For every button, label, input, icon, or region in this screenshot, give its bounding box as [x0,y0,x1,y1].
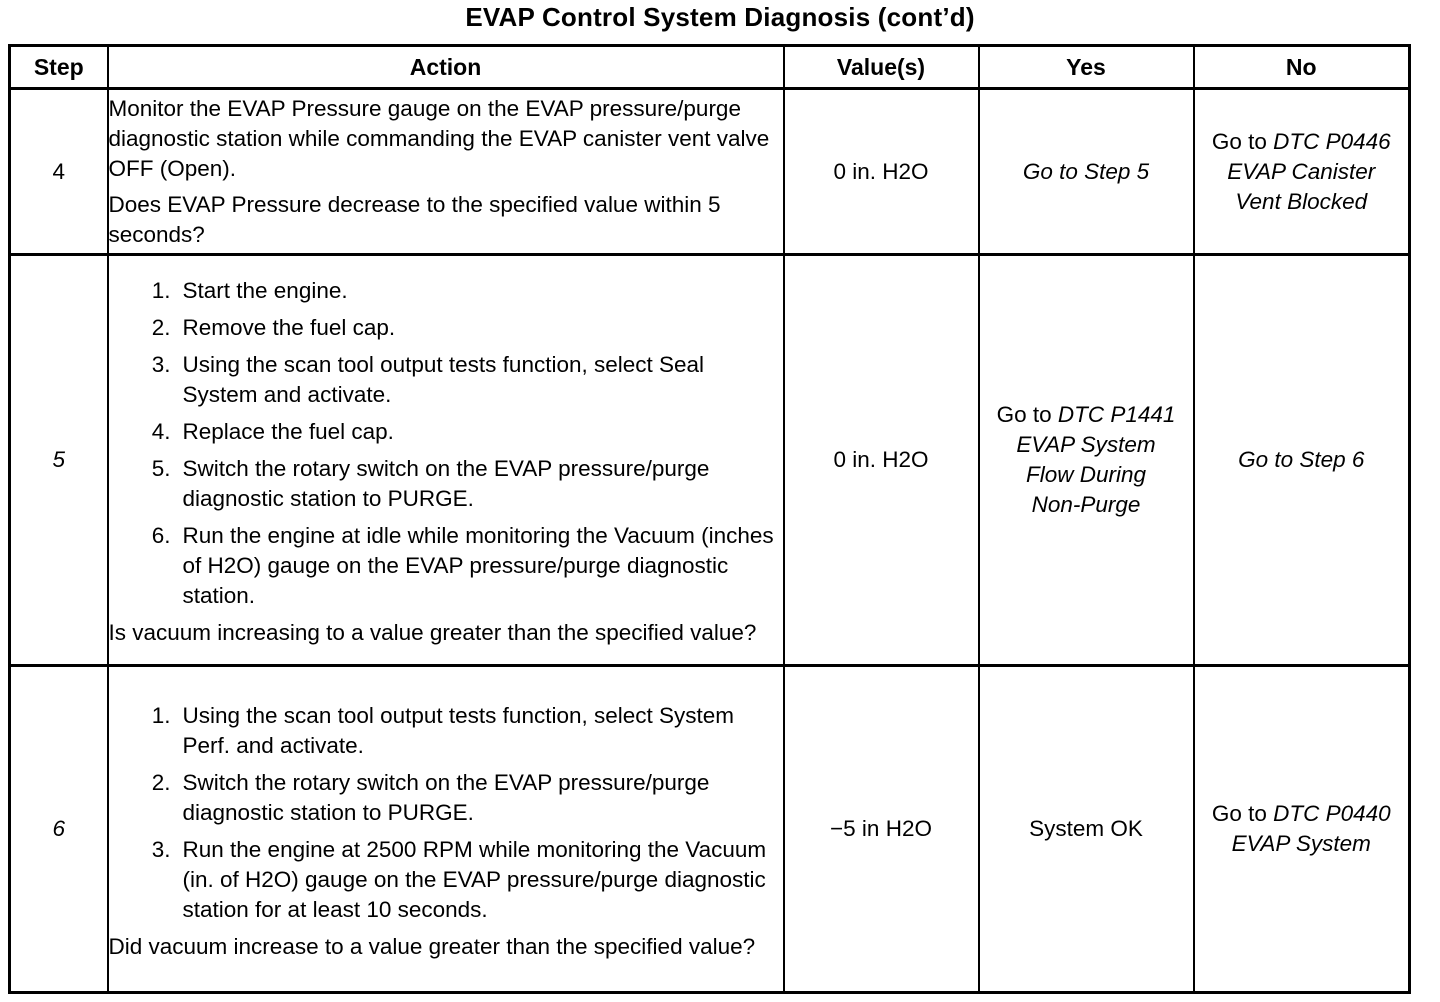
action-steps-list [109,701,783,925]
item-text: Using the scan tool output tests function, select System Perf. and activate. [182,702,735,758]
no-prefix: Go to [1211,801,1267,827]
no-line: EVAP System [1231,831,1371,857]
no-cell [1194,666,1410,993]
item-text: Using the scan tool output tests function, select Seal System and activate. [182,352,705,408]
step-cell [10,89,108,255]
yes-ref: DTC P1441 [1057,402,1176,428]
item-number: 2. [151,315,171,341]
action-cell [108,255,784,666]
step-number: 6 [52,816,65,842]
list-item [109,768,783,828]
header-values: Value(s) [784,46,979,89]
item-text: Remove the fuel cap. [182,315,396,341]
header-step: Step [10,46,108,89]
no-line: EVAP Canister [1227,158,1376,184]
step-number: 4 [52,158,65,184]
action-steps-list [109,276,783,611]
value-cell: 0 in. H2O [784,255,979,666]
list-item [109,454,783,514]
list-item [109,835,783,925]
no-text: Go to Step 6 [1238,447,1365,473]
list-item [109,313,783,343]
item-text: Switch the rotary switch on the EVAP pressure/purge diagnostic station to PURGE. [182,769,710,825]
list-item [109,701,783,761]
item-text: Replace the fuel cap. [182,419,394,445]
list-item [109,350,783,410]
no-cell [1194,255,1410,666]
step-cell [10,666,108,993]
item-text: Start the engine. [182,278,348,304]
value-cell: 0 in. H2O [784,89,979,255]
item-number: 1. [151,278,171,304]
item-text: Switch the rotary switch on the EVAP pressure/purge diagnostic station to PURGE. [182,456,710,512]
yes-text: System OK [1029,816,1143,842]
yes-cell [979,89,1194,255]
no-ref: DTC P0440 [1273,801,1391,827]
step-number: 5 [52,447,65,473]
table-row-step-4 [10,89,1410,255]
no-ref: DTC P0446 [1273,128,1391,154]
header-yes: Yes [979,46,1194,89]
item-number: 5. [151,456,171,482]
action-question: Does EVAP Pressure decrease to the specified value within 5 seconds? [108,191,721,247]
yes-link [980,400,1193,430]
action-question: Is vacuum increasing to a value greater than the specified value? [108,620,757,646]
yes-cell [979,666,1194,993]
diagnosis-table [8,44,1411,994]
table-row-step-6 [10,666,1410,993]
yes-line: Flow During [1025,462,1147,488]
action-text: Monitor the EVAP Pressure gauge on the EVAP pressure/purge diagnostic station while commanding the EVAP canister vent valve OFF (Open). [108,95,770,181]
yes-line: EVAP System [1016,432,1156,458]
step-cell [10,255,108,666]
list-item [109,417,783,447]
header-no: No [1194,46,1410,89]
item-number: 4. [151,419,171,445]
list-item [109,276,783,306]
header-row [10,46,1410,89]
action-question: Did vacuum increase to a value greater than the specified value? [108,933,756,959]
no-cell [1194,89,1410,255]
item-number: 1. [151,702,171,728]
header-action: Action [108,46,784,89]
item-number: 3. [151,352,171,378]
action-cell [108,89,784,255]
no-link [1195,127,1409,157]
item-text: Run the engine at 2500 RPM while monitoring the Vacuum (in. of H2O) gauge on the EVAP pressure/purge diagnostic station for at least 10 seconds. [182,836,767,922]
no-prefix: Go to [1211,128,1267,154]
yes-line: Non-Purge [1031,492,1141,518]
item-text: Run the engine at idle while monitoring the Vacuum (inches of H2O) gauge on the EVAP pressure/purge diagnostic station. [182,523,774,609]
no-line: Vent Blocked [1235,188,1368,214]
no-link [1195,799,1409,829]
yes-cell [979,255,1194,666]
list-item [109,521,783,611]
page-title: EVAP Control System Diagnosis (cont’d) [465,2,975,32]
action-cell [108,666,784,993]
yes-prefix: Go to [996,402,1052,428]
value-cell: −5 in H2O [784,666,979,993]
item-number: 2. [151,769,171,795]
yes-text: Go to Step 5 [1022,158,1150,184]
table-row-step-5 [10,255,1410,666]
item-number: 6. [151,523,171,549]
item-number: 3. [151,836,171,862]
